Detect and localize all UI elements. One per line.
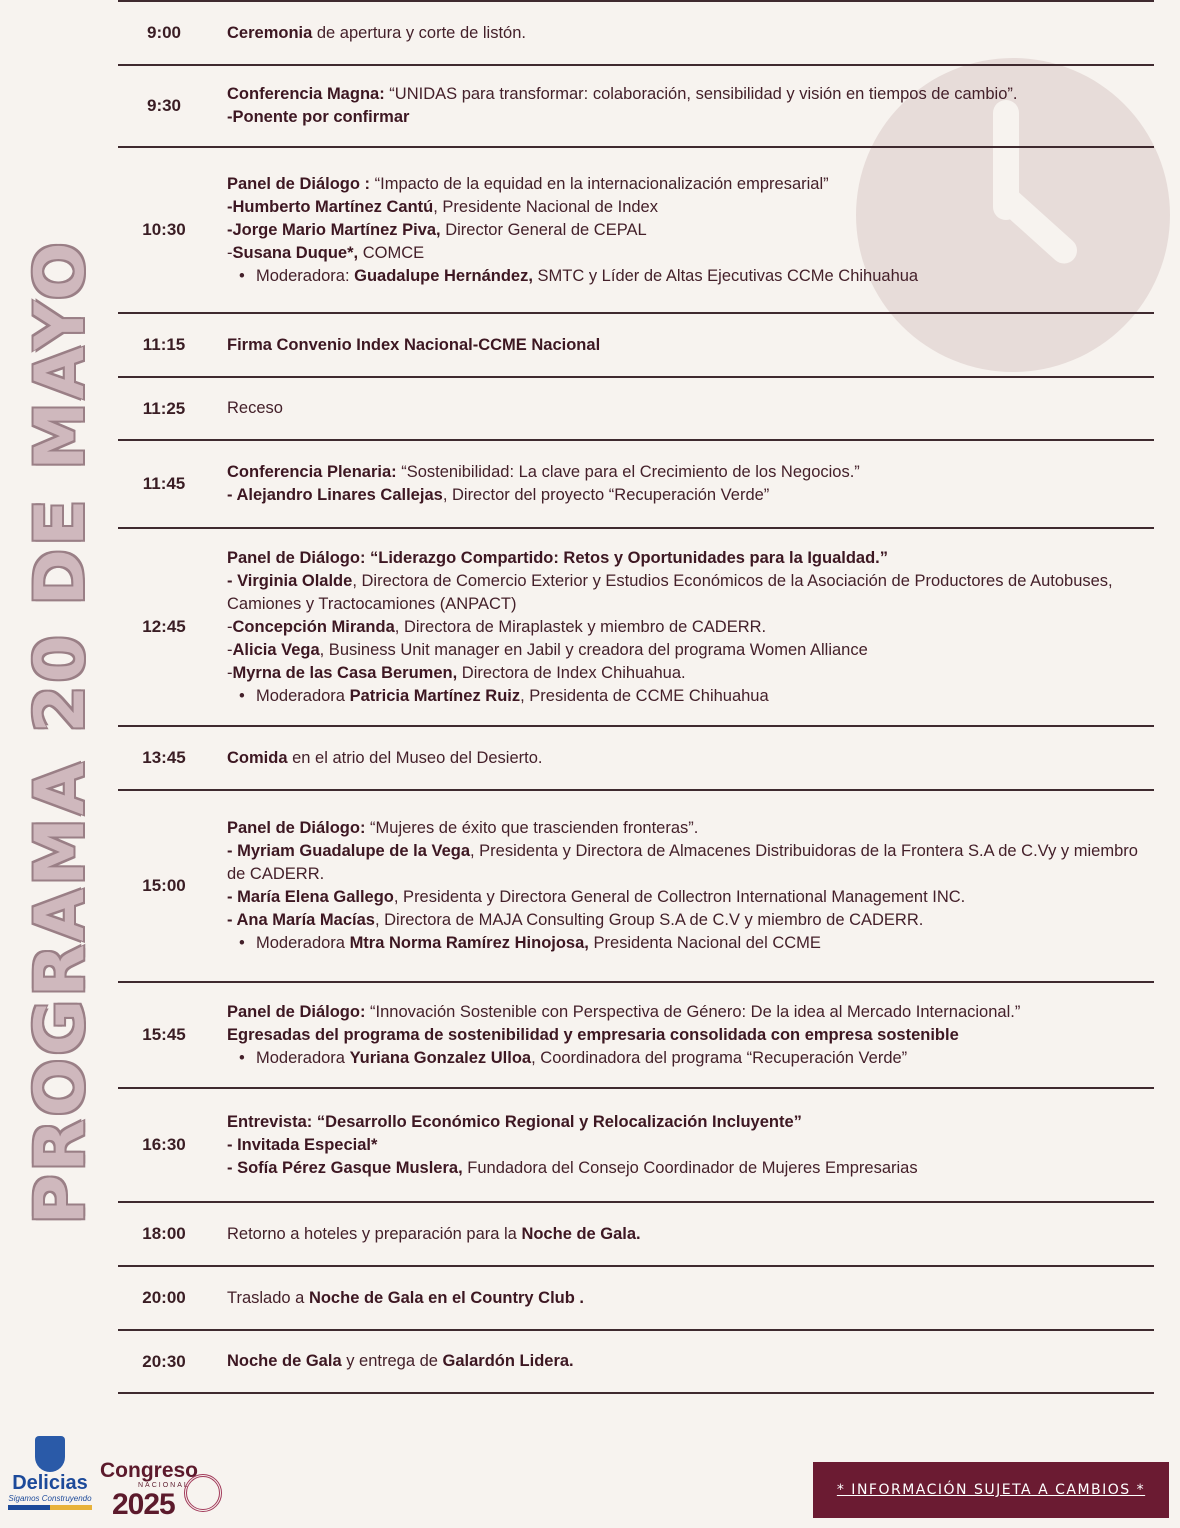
plain-text: - bbox=[227, 640, 233, 659]
schedule-time: 13:45 bbox=[142, 748, 186, 767]
delicias-shield-icon bbox=[35, 1436, 65, 1472]
plain-text: , Business Unit manager en Jabil y creadora del programa Women Alliance bbox=[319, 640, 868, 659]
bold-text: Alicia Vega bbox=[232, 640, 320, 659]
bold-text: Ceremonia bbox=[227, 23, 313, 42]
bold-text: Noche de Gala. bbox=[521, 1224, 641, 1243]
description-line bbox=[227, 334, 1147, 357]
plain-text: , Presidenta de CCME Chihuahua bbox=[520, 686, 769, 705]
description-line bbox=[227, 547, 1147, 570]
schedule-description bbox=[227, 334, 1147, 357]
moderator-line bbox=[227, 932, 1147, 955]
description-line bbox=[227, 219, 1147, 242]
schedule-description bbox=[227, 397, 1147, 420]
bold-text: Noche de Gala bbox=[227, 1352, 342, 1370]
bold-text: Myrna de las Casa Berumen, bbox=[232, 663, 458, 682]
bold-text: Panel de Diálogo: bbox=[227, 819, 366, 837]
schedule-description bbox=[227, 747, 1147, 770]
bold-text: -Humberto Martínez Cantú bbox=[227, 197, 434, 216]
bold-text: - Sofía Pérez Gasque Muslera, bbox=[227, 1158, 463, 1177]
schedule-row bbox=[118, 981, 1154, 1087]
congreso-ring-icon bbox=[184, 1474, 222, 1512]
plain-text: “Mujeres de éxito que trascienden fronteras”. bbox=[365, 819, 699, 837]
plain-text: en el atrio del Museo del Desierto. bbox=[287, 748, 543, 767]
description-line bbox=[227, 22, 1147, 45]
plain-text: Fundadora del Consejo Coordinador de Mujeres Empresarias bbox=[462, 1158, 918, 1177]
description-line bbox=[227, 1111, 1147, 1134]
schedule-time: 16:30 bbox=[142, 1135, 186, 1154]
congreso-logo bbox=[100, 1460, 222, 1522]
plain-text: Moderadora bbox=[256, 1048, 350, 1067]
schedule-time: 9:00 bbox=[146, 23, 182, 42]
plain-text: , Presidente Nacional de Index bbox=[433, 197, 658, 216]
description-line bbox=[227, 1350, 1147, 1373]
description-line bbox=[227, 1134, 1147, 1157]
bold-text: Panel de Diálogo : bbox=[227, 174, 371, 193]
schedule-time: 9:30 bbox=[146, 96, 182, 115]
schedule-time: 12:45 bbox=[142, 617, 186, 636]
description-line bbox=[227, 1024, 1147, 1047]
bold-text: - Ana María Macías bbox=[227, 911, 375, 929]
description-line bbox=[227, 461, 1147, 484]
schedule-description bbox=[227, 22, 1147, 45]
bold-text: Egresadas del programa de sostenibilidad y empresaria consolidada con empresa sostenible bbox=[227, 1025, 959, 1044]
plain-text: “Impacto de la equidad en la internacionalización empresarial” bbox=[370, 174, 829, 193]
plain-text: , Presidenta y Directora de Almacenes Distribuidoras de la Frontera S.A de C.Vy y miembro de CADERR. bbox=[227, 842, 1138, 883]
plain-text: - bbox=[227, 617, 233, 636]
plain-text: “Sostenibilidad: La clave para el Crecimiento de los Negocios.” bbox=[396, 463, 860, 481]
description-line bbox=[227, 662, 1147, 685]
plain-text: Presidenta Nacional del CCME bbox=[588, 934, 821, 952]
plain-text: , Director del proyecto “Recuperación Verde” bbox=[442, 486, 770, 504]
congreso-logo-year: 2025 bbox=[112, 1488, 175, 1521]
description-line bbox=[227, 817, 1147, 840]
schedule-description bbox=[227, 547, 1147, 708]
description-line bbox=[227, 1001, 1147, 1024]
description-line bbox=[227, 1287, 1147, 1310]
description-line bbox=[227, 484, 1147, 507]
description-line bbox=[227, 570, 1147, 616]
plain-text: - bbox=[227, 663, 233, 682]
bold-text: Conferencia Plenaria: bbox=[227, 463, 397, 481]
schedule-row bbox=[118, 146, 1154, 312]
description-line bbox=[227, 242, 1147, 265]
description-line bbox=[227, 397, 1147, 420]
bold-text: Galardón Lidera. bbox=[442, 1352, 574, 1370]
plain-text: , Directora de MAJA Consulting Group S.A de C.V y miembro de CADERR. bbox=[374, 911, 924, 929]
plain-text: COMCE bbox=[358, 243, 425, 262]
plain-text: - bbox=[227, 243, 233, 262]
schedule-time: 11:45 bbox=[142, 474, 186, 493]
plain-text: “UNIDAS para transformar: colaboración, sensibilidad y visión en tiempos de cambio”. bbox=[384, 85, 1018, 103]
plain-text: Moderadora bbox=[256, 934, 350, 952]
plain-text: Traslado a bbox=[227, 1288, 309, 1307]
bold-text: - María Elena Gallego bbox=[227, 888, 394, 906]
schedule-time: 20:30 bbox=[142, 1351, 186, 1371]
moderator-line bbox=[227, 1047, 1147, 1070]
plain-text: de apertura y corte de listón. bbox=[312, 23, 526, 42]
bold-text: - Virginia Olalde bbox=[227, 571, 353, 590]
schedule-description bbox=[227, 1001, 1147, 1070]
bold-text: Concepción Miranda bbox=[232, 617, 395, 636]
schedule-time: 20:00 bbox=[142, 1288, 186, 1307]
schedule-row bbox=[118, 64, 1154, 146]
schedule-description bbox=[227, 461, 1147, 507]
description-line bbox=[227, 909, 1147, 932]
schedule-row bbox=[118, 376, 1154, 439]
bold-text: - Myriam Guadalupe de la Vega bbox=[227, 842, 470, 860]
bold-text: Panel de Diálogo: “Liderazgo Compartido: Retos y Oportunidades para la Igualdad.” bbox=[227, 548, 888, 567]
description-line bbox=[227, 616, 1147, 639]
bold-text: Patricia Martínez Ruiz bbox=[349, 686, 521, 705]
schedule-description bbox=[227, 1350, 1147, 1373]
schedule-description bbox=[227, 1223, 1147, 1246]
plain-text: Receso bbox=[227, 399, 283, 417]
changes-notice-banner: * INFORMACIÓN SUJETA A CAMBIOS * bbox=[813, 1462, 1169, 1518]
plain-text: Director General de CEPAL bbox=[440, 220, 647, 239]
description-line bbox=[227, 196, 1147, 219]
bold-text: - Alejandro Linares Callejas bbox=[227, 486, 443, 504]
plain-text: Moderadora bbox=[256, 686, 350, 705]
bold-text: Noche de Gala en el Country Club . bbox=[308, 1288, 584, 1307]
bold-text: - Invitada Especial* bbox=[227, 1135, 378, 1154]
schedule-description bbox=[227, 173, 1147, 288]
description-line bbox=[227, 106, 1147, 129]
bold-text: Panel de Diálogo: bbox=[227, 1002, 366, 1021]
delicias-logo-tagline: Sigamos Construyendo bbox=[8, 1494, 92, 1503]
schedule-row bbox=[118, 0, 1154, 64]
schedule-row bbox=[118, 1329, 1154, 1394]
bold-text: Susana Duque*, bbox=[232, 243, 359, 262]
bold-text: Yuriana Gonzalez Ulloa bbox=[349, 1048, 532, 1067]
plain-text: “Innovación Sostenible con Perspectiva de Género: De la idea al Mercado Internacional.” bbox=[365, 1002, 1021, 1021]
bold-text: -Jorge Mario Martínez Piva, bbox=[227, 220, 441, 239]
schedule-time: 15:45 bbox=[142, 1025, 186, 1044]
plain-text: , Coordinadora del programa “Recuperación Verde” bbox=[531, 1048, 908, 1067]
schedule-time: 18:00 bbox=[142, 1224, 186, 1243]
schedule-description bbox=[227, 817, 1147, 955]
description-line bbox=[227, 1223, 1147, 1246]
schedule-time: 10:30 bbox=[142, 220, 186, 239]
schedule-time: 11:15 bbox=[142, 335, 186, 354]
schedule-row bbox=[118, 1087, 1154, 1201]
plain-text: SMTC y Líder de Altas Ejecutivas CCMe Chihuahua bbox=[532, 266, 919, 285]
bold-text: Conferencia Magna: bbox=[227, 85, 385, 103]
description-line bbox=[227, 840, 1147, 886]
schedule-row bbox=[118, 789, 1154, 981]
plain-text: Retorno a hoteles y preparación para la bbox=[227, 1224, 522, 1243]
moderator-line bbox=[227, 685, 1147, 708]
schedule-time: 11:25 bbox=[142, 398, 186, 418]
bold-text: Comida bbox=[227, 748, 288, 767]
plain-text: Directora de Index Chihuahua. bbox=[457, 663, 686, 682]
description-line bbox=[227, 886, 1147, 909]
congreso-logo-name: Congreso bbox=[100, 1459, 199, 1482]
schedule-row bbox=[118, 527, 1154, 725]
description-line bbox=[227, 1157, 1147, 1180]
delicias-logo-name: Delicias bbox=[12, 1472, 88, 1494]
moderator-line bbox=[227, 265, 1147, 288]
schedule-description bbox=[227, 1111, 1147, 1180]
plain-text: y entrega de bbox=[341, 1352, 443, 1370]
plain-text: Moderadora: bbox=[256, 266, 355, 285]
description-line bbox=[227, 747, 1147, 770]
description-line bbox=[227, 173, 1147, 196]
schedule-description bbox=[227, 1287, 1147, 1310]
schedule-row bbox=[118, 439, 1154, 527]
schedule-row bbox=[118, 1201, 1154, 1265]
schedule-row bbox=[118, 312, 1154, 376]
schedule-table bbox=[118, 0, 1154, 1394]
bold-text: -Ponente por confirmar bbox=[227, 108, 410, 126]
plain-text: , Presidenta y Directora General de Collectron International Management INC. bbox=[393, 888, 966, 906]
bold-text: Firma Convenio Index Nacional-CCME Nacional bbox=[227, 335, 601, 354]
description-line bbox=[227, 83, 1147, 106]
plain-text: , Directora de Miraplastek y miembro de CADERR. bbox=[394, 617, 767, 636]
schedule-time: 15:00 bbox=[142, 876, 186, 895]
bold-text: Guadalupe Hernández, bbox=[354, 266, 533, 285]
delicias-logo bbox=[8, 1436, 92, 1520]
schedule-row bbox=[118, 1265, 1154, 1329]
description-line bbox=[227, 639, 1147, 662]
bold-text: Entrevista: “Desarrollo Económico Regional y Relocalización Incluyente” bbox=[227, 1112, 802, 1131]
vertical-page-title: PROGRAMA 20 DE MAYO bbox=[21, 239, 100, 1225]
congreso-logo-sub: NACIONAL bbox=[138, 1482, 190, 1489]
schedule-row bbox=[118, 725, 1154, 789]
bold-text: Mtra Norma Ramírez Hinojosa, bbox=[349, 934, 589, 952]
plain-text: , Directora de Comercio Exterior y Estudios Económicos de la Asociación de Productores de Autobuses, Camiones y Tractocamiones (ANPACT) bbox=[227, 571, 1113, 613]
schedule-description bbox=[227, 83, 1147, 129]
